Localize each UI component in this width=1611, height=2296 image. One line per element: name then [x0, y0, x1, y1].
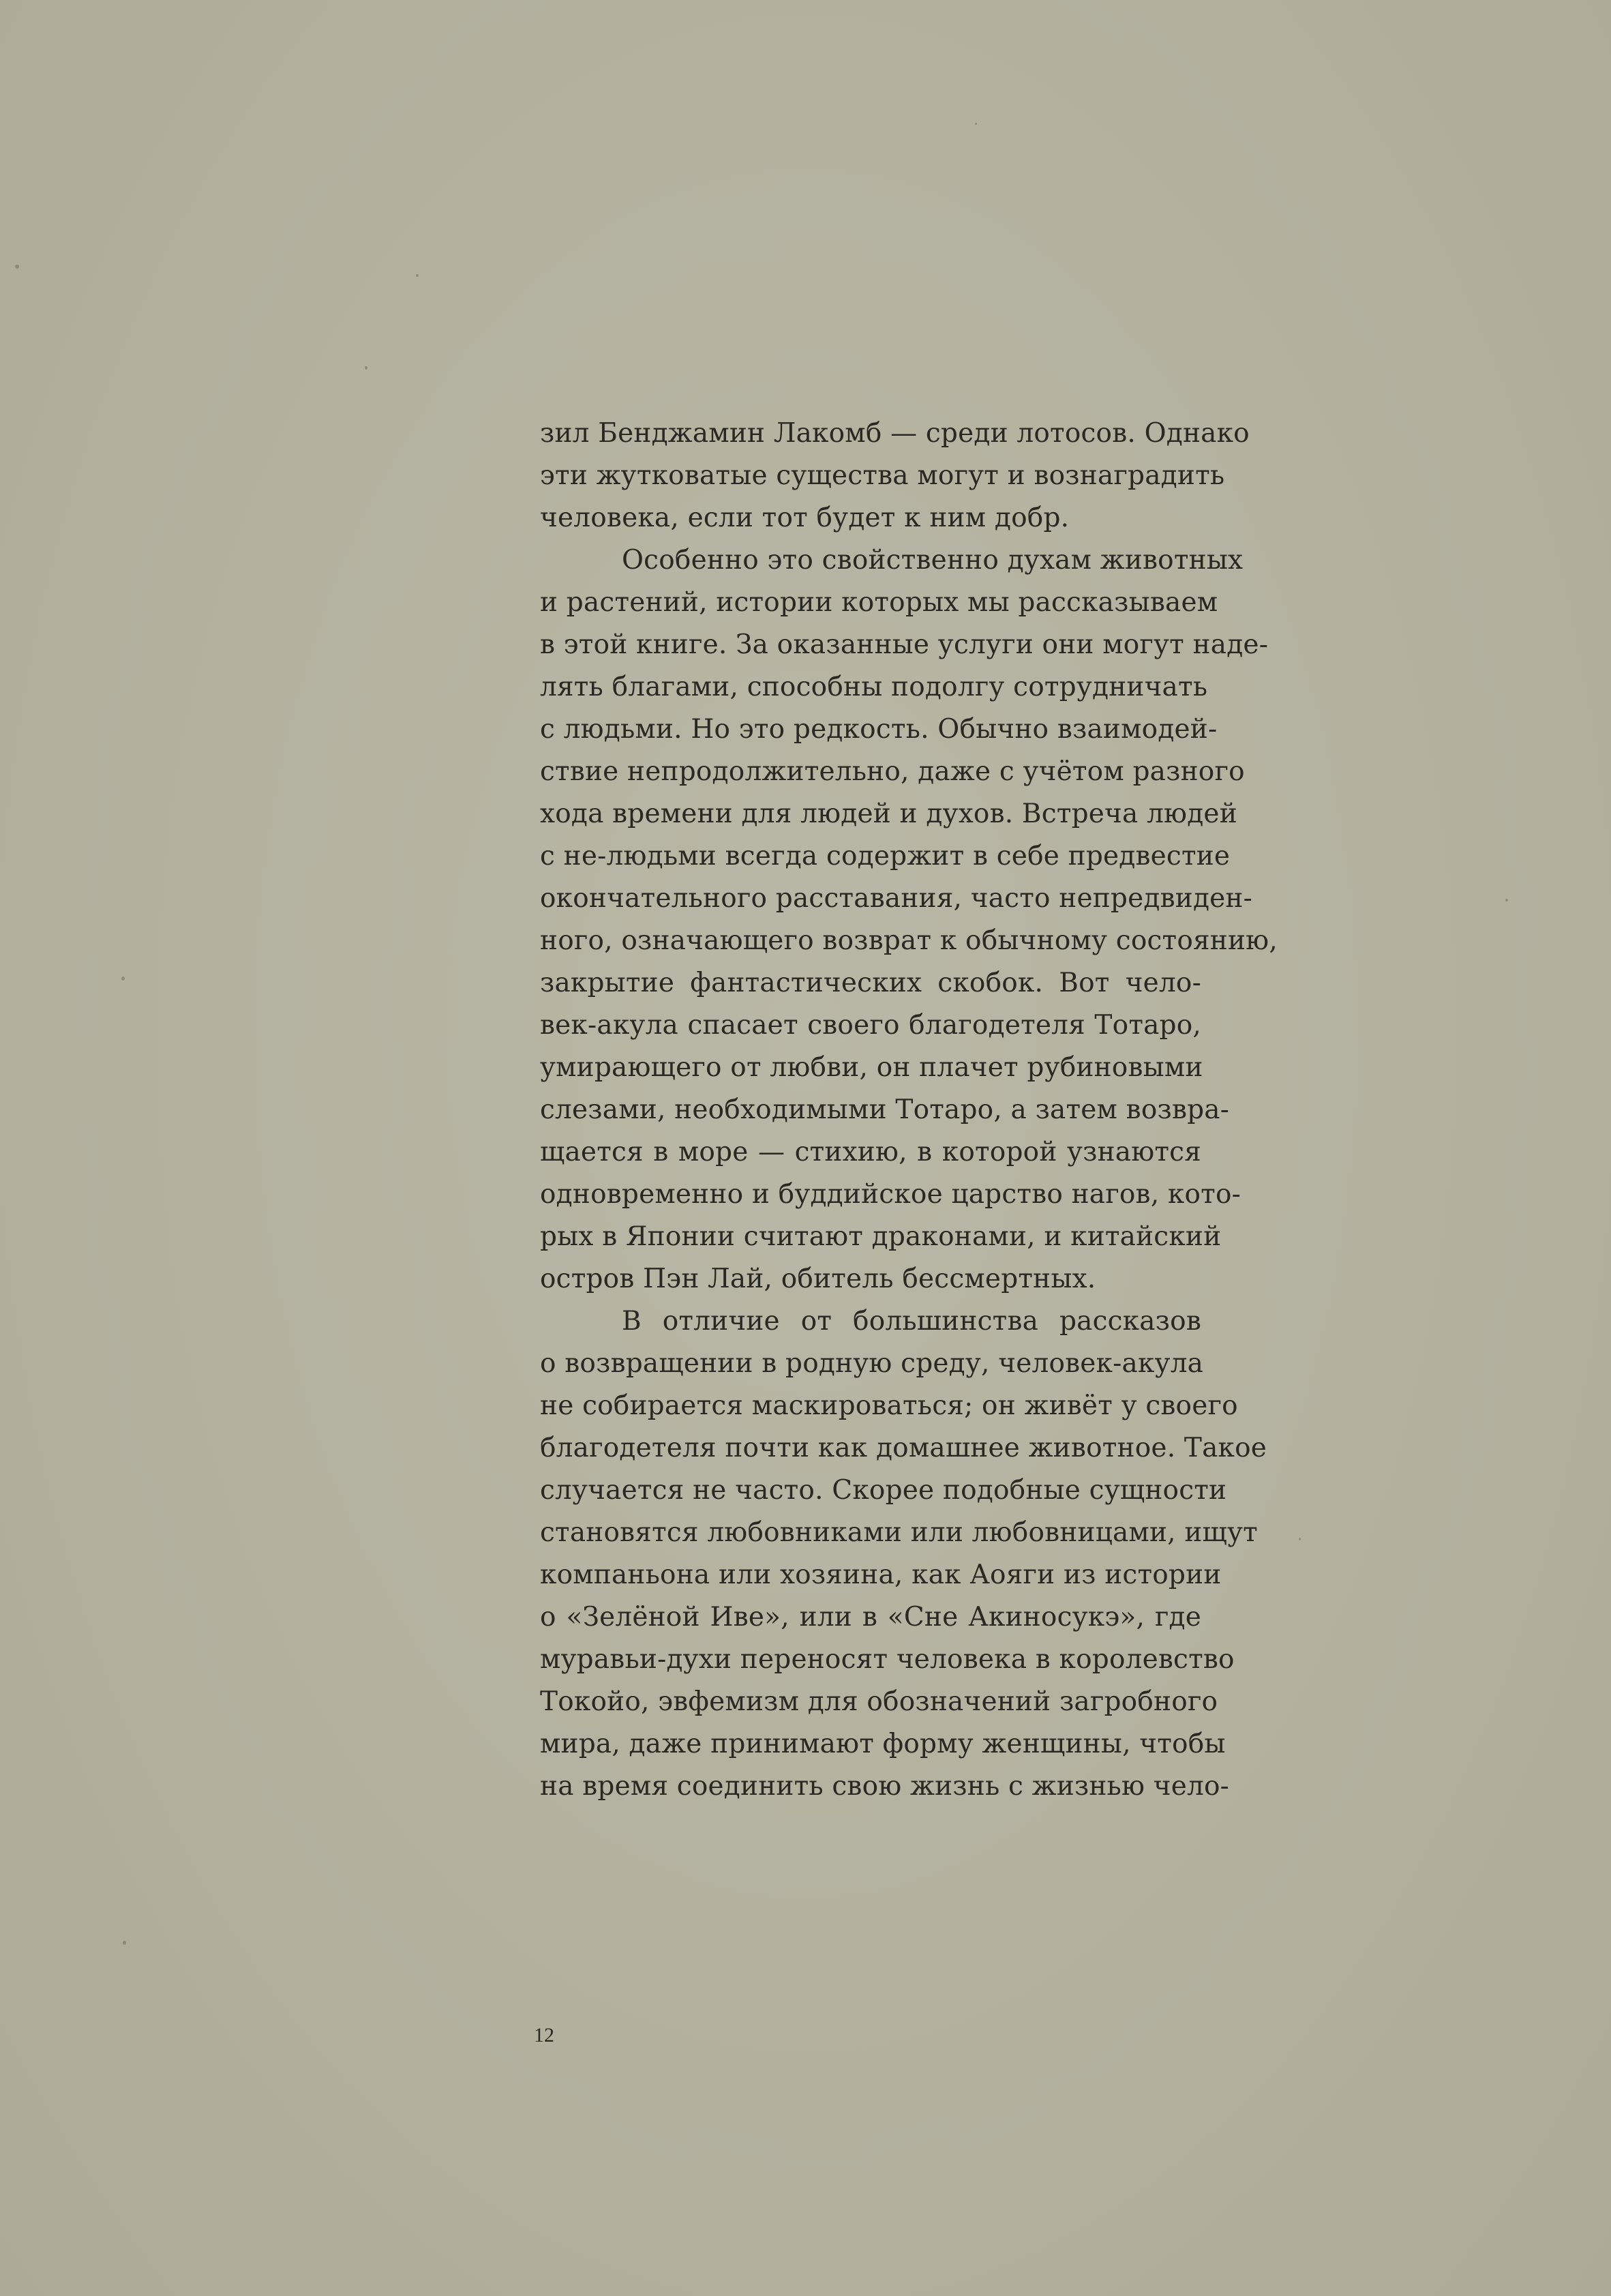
text-line: рых в Японии считают драконами, и китайский	[540, 1221, 1222, 1252]
text-line: о «Зелёной Иве», или в «Сне Акиносукэ», где	[540, 1602, 1201, 1632]
paper-speck	[123, 1941, 126, 1945]
text-line: закрытие фантастических скобок. Вот чело-	[540, 968, 1201, 998]
text-line: случается не часто. Скорее подобные сущности	[540, 1475, 1227, 1506]
text-line: с не-людьми всегда содержит в себе предвестие	[540, 841, 1231, 871]
text-line: Особенно это свойственно духам животных	[622, 545, 1244, 576]
text-line: эти жутковатые существа могут и вознаградить	[540, 460, 1225, 491]
text-line: с людьми. Но это редкость. Обычно взаимодей-	[540, 714, 1218, 745]
paragraph	[540, 1300, 1267, 1808]
text-line: и растений, истории которых мы рассказываем	[540, 587, 1218, 618]
text-line: слезами, необходимыми Тотаро, а затем возвра-	[540, 1094, 1230, 1125]
paper-speck	[365, 366, 367, 370]
paper-speck	[15, 265, 19, 269]
text-line: компаньона или хозяина, как Аояги из истории	[540, 1560, 1222, 1590]
text-line: мира, даже принимают форму женщины, чтобы	[540, 1729, 1226, 1759]
text-line: умирающего от любви, он плачет рубиновыми	[540, 1052, 1203, 1083]
body-text	[540, 413, 1278, 1808]
text-line: лять благами, способны подолгу сотрудничать	[540, 672, 1208, 702]
paragraph	[540, 539, 1278, 1300]
paper-speck	[416, 274, 419, 277]
text-line: одновременно и буддийское царство нагов, кото-	[540, 1179, 1241, 1210]
text-line: благодетеля почти как домашнее животное. Такое	[540, 1433, 1267, 1463]
text-line: остров Пэн Лай, обитель бессмертных.	[540, 1264, 1096, 1294]
text-line: В отличие от большинства рассказов	[622, 1306, 1201, 1337]
text-line: ного, означающего возврат к обычному состоянию,	[540, 925, 1278, 956]
text-line: становятся любовниками или любовницами, ищут	[540, 1517, 1258, 1548]
text-line: в этой книге. За оказанные услуги они могут наде-	[540, 629, 1269, 660]
text-line: о возвращении в родную среду, человек-акула	[540, 1348, 1204, 1379]
paper-speck	[121, 976, 125, 981]
text-line: щается в море — стихию, в которой узнаются	[540, 1137, 1201, 1167]
text-line: муравьи-духи переносят человека в королевство	[540, 1644, 1235, 1675]
text-line: Токойо, эвфемизм для обозначений загробного	[540, 1686, 1218, 1717]
text-line: зил Бенджамин Лакомб — среди лотосов. Однако	[540, 418, 1250, 449]
text-line: человека, если тот будет к ним добр.	[540, 503, 1070, 533]
text-line: на время соединить свою жизнь с жизнью чело-	[540, 1771, 1230, 1802]
paragraph	[540, 413, 1250, 539]
paper-speck	[1299, 1538, 1301, 1540]
text-line: век-акула спасает своего благодетеля Тотаро,	[540, 1010, 1201, 1041]
paper-speck	[1505, 899, 1508, 901]
text-line: окончательного расставания, часто непредвиден-	[540, 883, 1253, 914]
text-line: не собирается маскироваться; он живёт у своего	[540, 1390, 1238, 1421]
text-line: ствие непродолжительно, даже с учётом разного	[540, 756, 1245, 787]
text-line: хода времени для людей и духов. Встреча людей	[540, 799, 1237, 829]
paper-speck	[975, 123, 977, 125]
page-number: 12	[534, 2024, 554, 2046]
